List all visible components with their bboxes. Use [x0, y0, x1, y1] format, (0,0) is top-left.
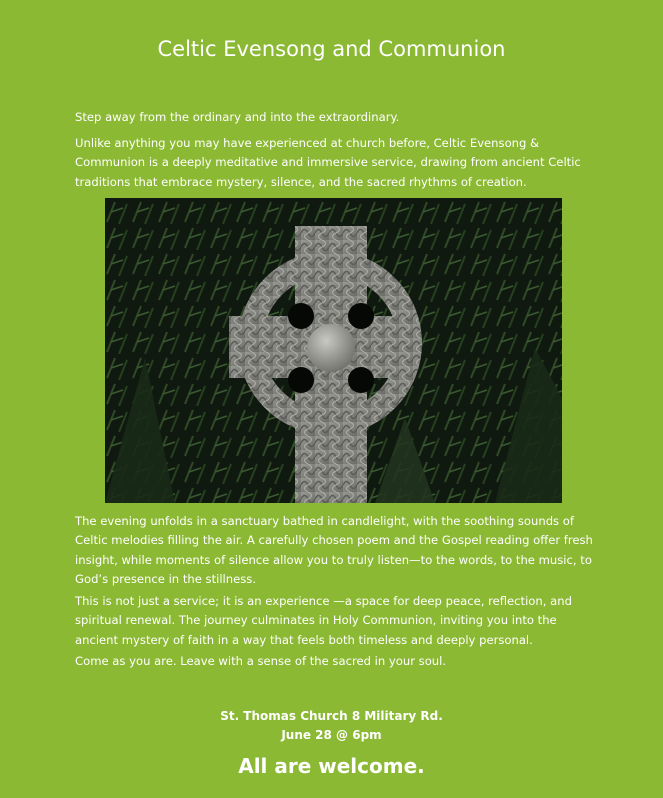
ring-hole	[348, 367, 374, 393]
evening-paragraph: The evening unfolds in a sanctuary bathed in candlelight, with the soothing sounds of Celtic melodies filling the air. A carefully chosen poem and the Gospel reading offer fresh insight, while moments of silence allow you to truly listen—to the words, to the music, to God’s presence in the stillness.	[75, 514, 593, 587]
ring-hole	[288, 303, 314, 329]
page-title: Celtic Evensong and Communion	[157, 37, 506, 61]
ring-hole	[348, 303, 374, 329]
welcome-message: All are welcome.	[238, 754, 425, 778]
celtic-cross-image	[105, 198, 562, 503]
celtic-cross-illustration	[105, 198, 562, 503]
church-address: St. Thomas Church 8 Military Rd.	[220, 709, 443, 723]
cross-boss	[307, 324, 355, 372]
experience-paragraph: This is not just a service; it is an experience —a space for deep peace, reflection, and spiritual renewal. The journey culminates in Holy Communion, inviting you into the ancient mystery of faith in a way that feels both timeless and deeply personal.	[75, 594, 572, 647]
ring-hole	[288, 367, 314, 393]
intro-paragraph: Step away from the ordinary and into the extraordinary.	[75, 110, 400, 124]
invitation-paragraph: Come as you are. Leave with a sense of the sacred in your soul.	[75, 654, 447, 668]
event-date: June 28 @ 6pm	[281, 728, 382, 742]
description-paragraph: Unlike anything you may have experienced at church before, Celtic Evensong & Communion is a deeply meditative and immersive service, drawing from ancient Celtic traditions that embrace mystery, silence, and the sacred rhythms of creation.	[75, 136, 581, 189]
